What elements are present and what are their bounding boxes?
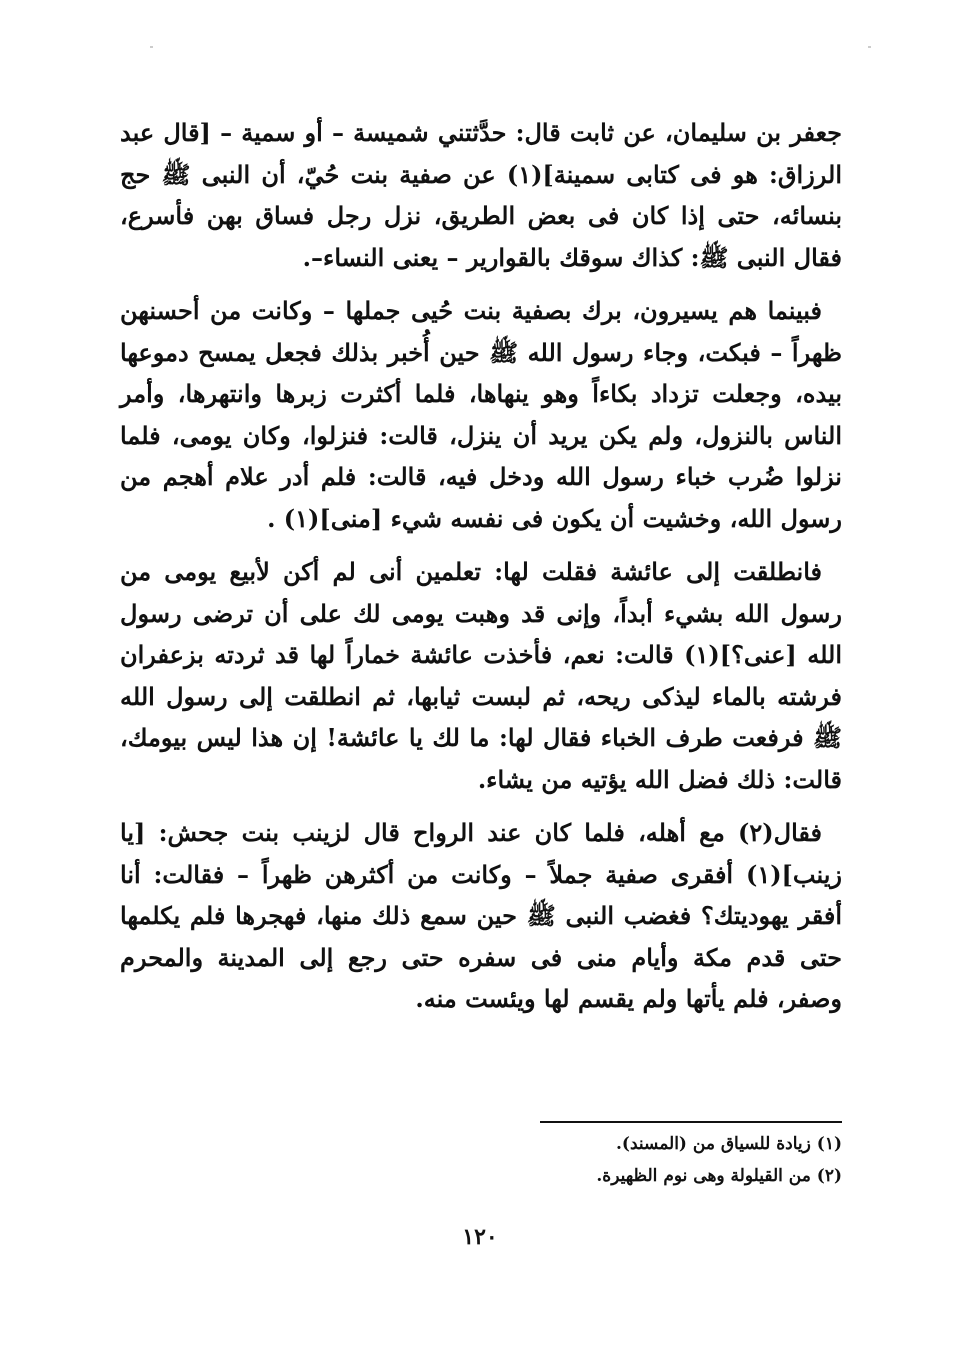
footnote-divider xyxy=(540,1121,842,1123)
footnote-1: (١) زيادة للسياق من (المسند). xyxy=(616,1134,842,1154)
footnotes xyxy=(300,1128,842,1192)
page-number: ١٢٠ xyxy=(462,1224,498,1250)
paragraph-4: فقال(٢) مع أهله، فلما كان عند الرواح قال لزينب بنت جحش: [يا زينب](١) أفقرى صفية جملاً – وكانت من أكثرهن ظهراً – فقالت: أنا أفقر يهوديتك؟ فغضب النبى ﷺ حين سمع ذلك منها، فهجرها فلم يكلمها حتى قدم مكة وأيام منى فى سفره حتى رجع إلى المدينة والمحرم وصفر، فلم يأتها ولم يقسم لها ويئست منه. xyxy=(120,818,842,1013)
main-text xyxy=(120,112,842,1032)
paragraph-2: فبينما هم يسيرون، برك بصفية بنت حُيى جملها – وكانت من أحسنهن ظهراً – فبكت، وجاء رسول الله ﷺ حين أُخبر بذلك فجعل يمسح دموعها بيده، وجعلت تزداد بكاءاً وهو ينهاها، فلما أكثرت زبرها وانتهرها، وأمر الناس بالنزول، ولم يكن يريد أن ينزل، قالت: فنزلوا، وكان يومى، فلما نزلوا ضُرب خباء رسول الله ودخل فيه، قالت: فلم أدر علام أهجم من رسول الله، وخشيت أن يكون فى نفسه شيء [منى](١) . xyxy=(120,296,842,533)
scan-speck xyxy=(150,46,153,48)
paragraph-3: فانطلقت إلى عائشة فقلت لها: تعلمين أنى لم أكن لأبيع يومى من رسول الله بشيء أبداً، وإنى قد وهبت يومى لك على أن ترضى رسول الله [عنى؟](١) قالت: نعم، فأخذت عائشة خماراً لها قد ثردته بزعفران فرشته بالماء ليذكى ريحه، ثم لبست ثيابها، ثم انطلقت إلى رسول الله ﷺ فرفعت طرف الخباء فقال لها: ما لك يا عائشة! إن هذا ليس بيومك، قالت: ذلك فضل الله يؤتيه من يشاء. xyxy=(120,557,842,794)
footnote-2: (٢) من القيلولة وهى نوم الظهيرة. xyxy=(596,1166,842,1186)
paragraph-1: جعفر بن سليمان، عن ثابت قال: حدَّثتني شميسة – أو سمية – [قال عبد الرزاق: هو فى كتابى سمينة](١) عن صفية بنت حُيّ، أن النبى ﷺ حج بنسائه، حتى إذا كان فى بعض الطريق، نزل رجل فساق بهن فأسرع، فقال النبى ﷺ: كذاك سوقك بالقوارير – يعنى النساء–. xyxy=(120,118,843,272)
scan-speck xyxy=(868,46,871,48)
